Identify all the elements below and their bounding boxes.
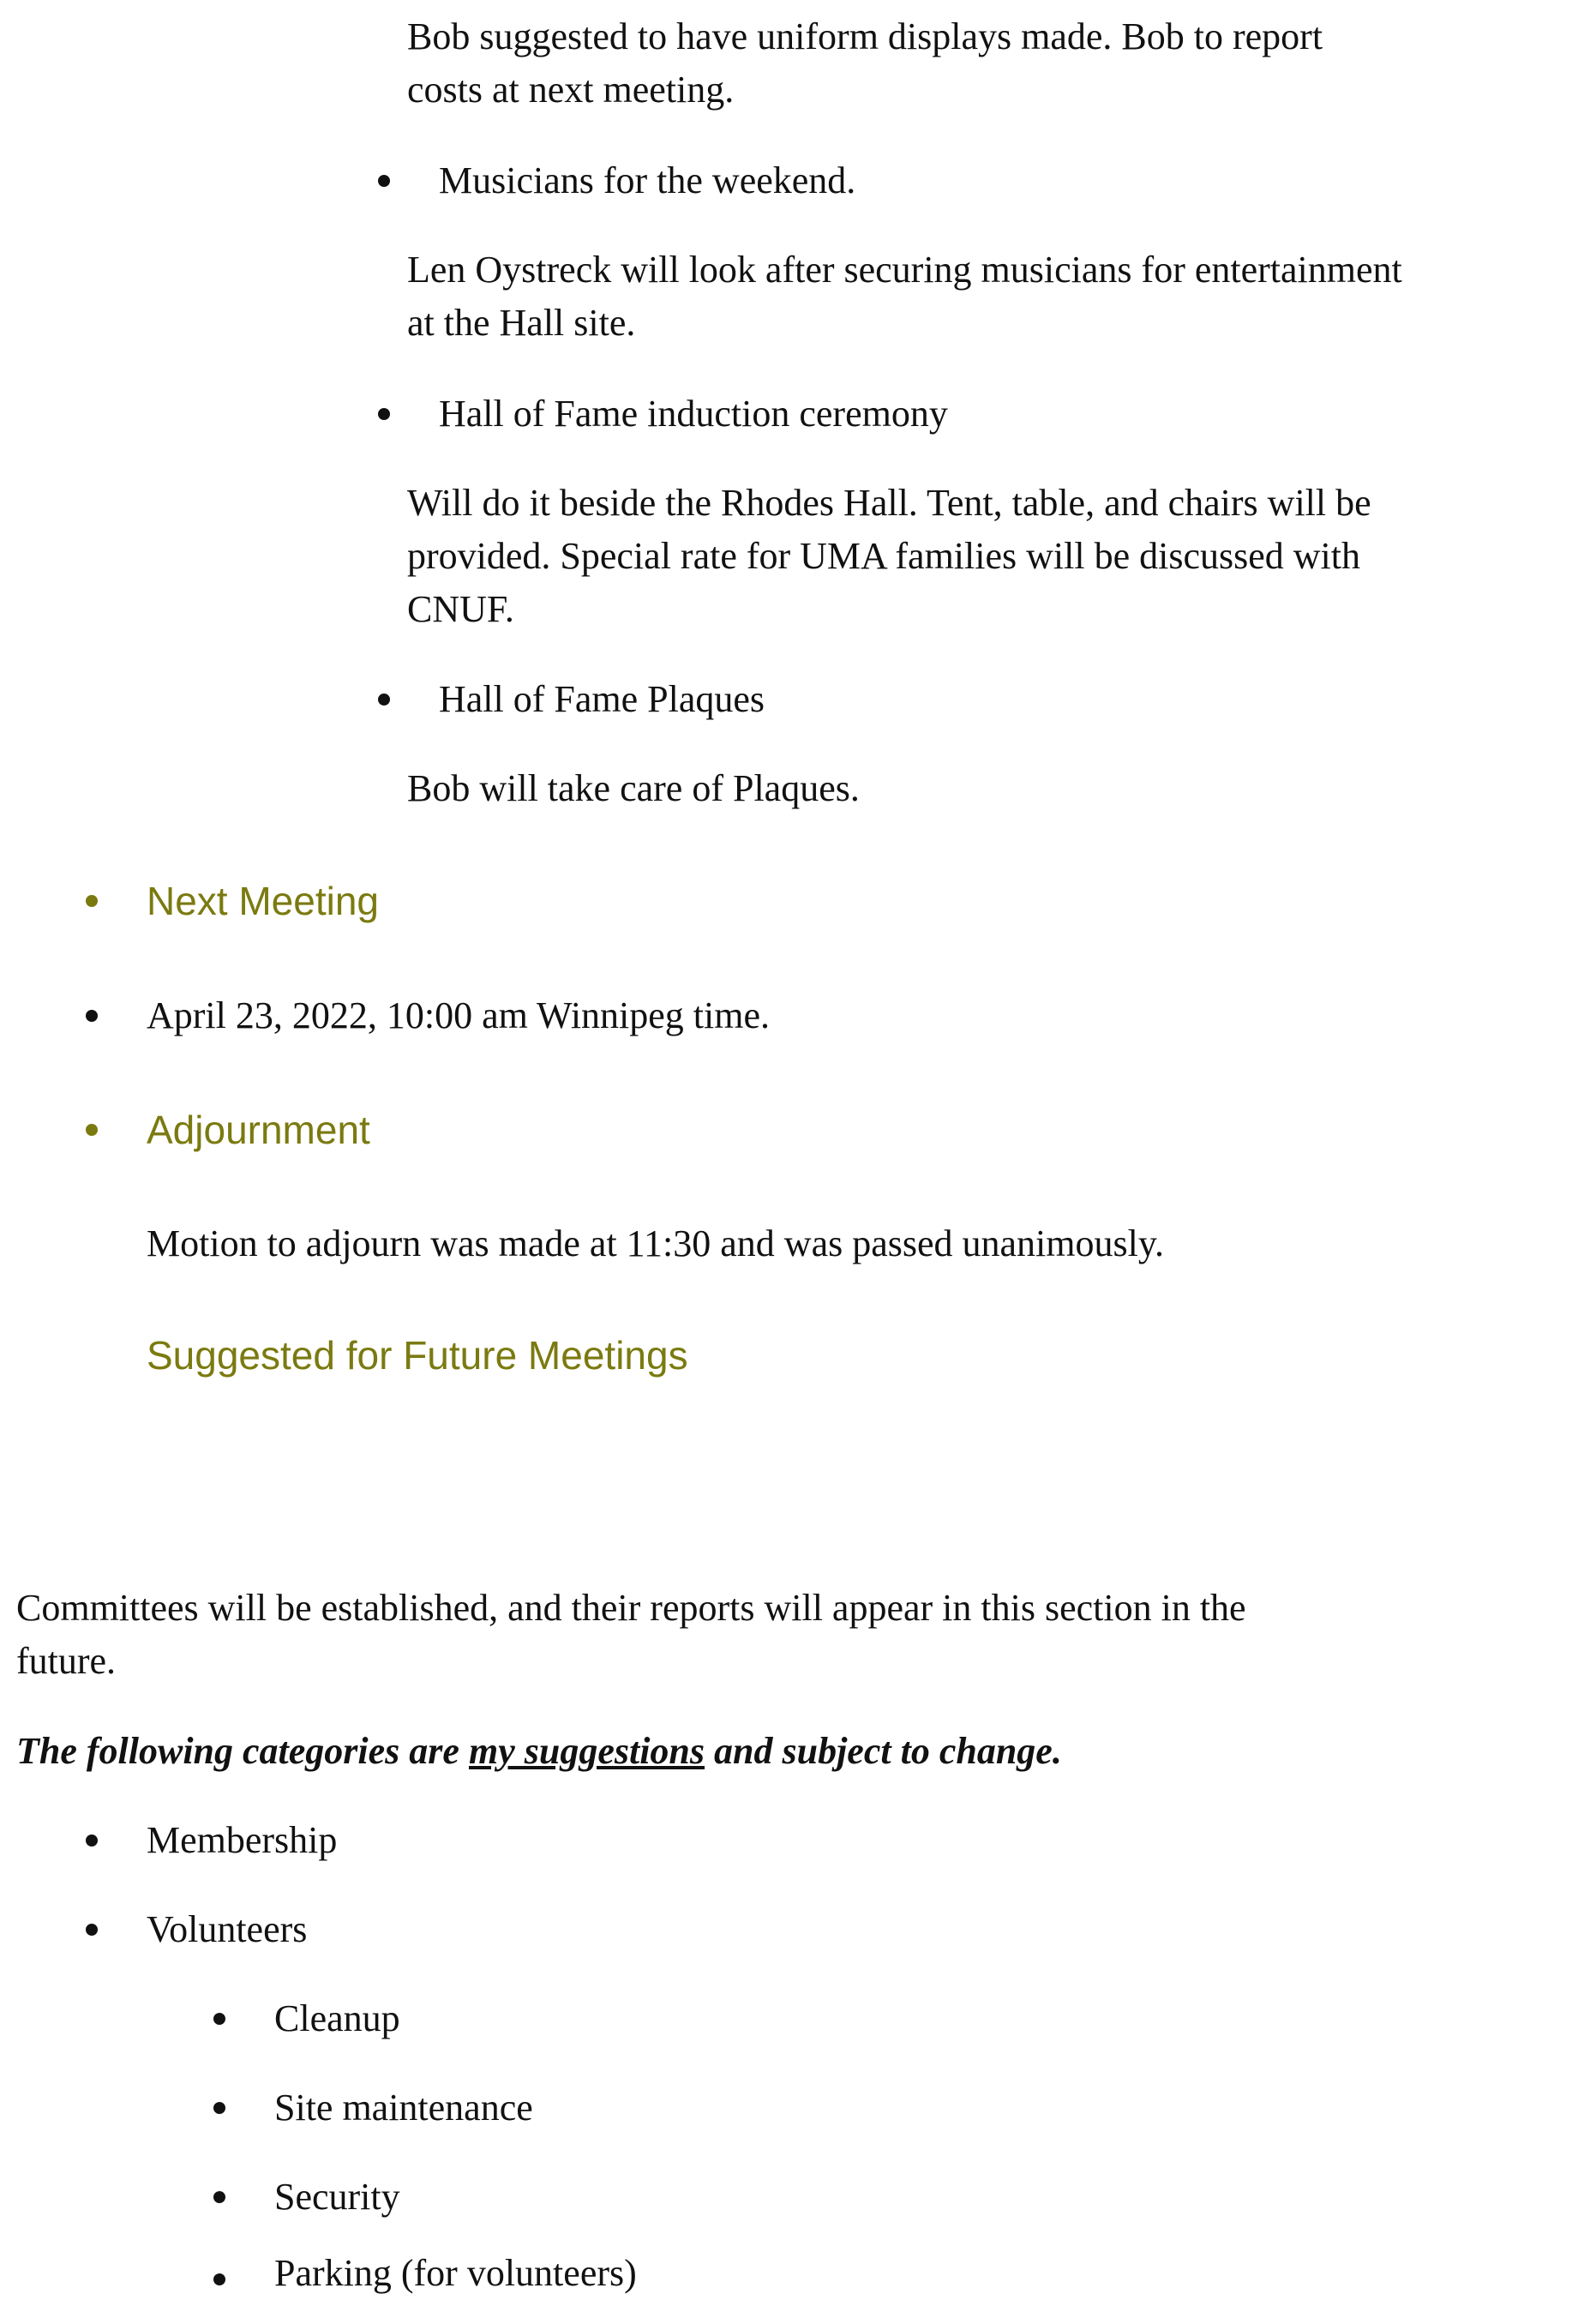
subitem-parking: Parking (for volunteers) xyxy=(274,2252,637,2294)
subitem-security: Security xyxy=(274,2176,400,2218)
category-membership: Membership xyxy=(147,1819,338,1861)
paragraph-musicians-line2: at the Hall site. xyxy=(407,302,636,344)
committees-line1: Committees will be established, and their reports will appear in this section in the xyxy=(16,1587,1246,1629)
bullet-site-maintenance xyxy=(213,2102,225,2114)
subitem-cleanup: Cleanup xyxy=(274,1997,400,2039)
bullet-membership xyxy=(86,1835,98,1847)
bullet-cleanup xyxy=(213,2013,225,2025)
heading-adjournment: Adjournment xyxy=(147,1108,370,1152)
next-meeting-date: April 23, 2022, 10:00 am Winnipeg time. xyxy=(147,994,771,1036)
categories-note xyxy=(16,1725,1062,1778)
list-item-musicians: Musicians for the weekend. xyxy=(439,159,856,201)
paragraph-induction-line3: CNUF. xyxy=(407,588,514,630)
paragraph-plaques: Bob will take care of Plaques. xyxy=(407,767,860,809)
committees-line2: future. xyxy=(16,1640,117,1682)
heading-future-meetings: Suggested for Future Meetings xyxy=(147,1333,688,1378)
bullet-induction xyxy=(378,408,390,420)
bullet-security xyxy=(213,2191,225,2203)
note-part-3: and subject to change. xyxy=(705,1730,1062,1772)
category-volunteers: Volunteers xyxy=(147,1908,308,1950)
list-item-induction-ceremony: Hall of Fame induction ceremony xyxy=(439,393,948,435)
note-part-underlined: my suggestions xyxy=(468,1730,705,1772)
paragraph-uniform-displays-line2: costs at next meeting. xyxy=(407,69,735,111)
paragraph-induction-line1: Will do it beside the Rhodes Hall. Tent, table, and chairs will be xyxy=(407,482,1371,524)
adjournment-text: Motion to adjourn was made at 11:30 and was passed unanimously. xyxy=(147,1222,1164,1264)
note-part-1: The following categories are xyxy=(16,1730,469,1772)
bullet-volunteers xyxy=(86,1924,98,1936)
bullet-next-meeting xyxy=(86,895,98,907)
bullet-parking xyxy=(213,2273,225,2285)
paragraph-induction-line2: provided. Special rate for UMA families will be discussed with xyxy=(407,535,1360,577)
bullet-meeting-date xyxy=(86,1010,98,1022)
heading-next-meeting: Next Meeting xyxy=(147,879,380,923)
paragraph-uniform-displays-line1: Bob suggested to have uniform displays made. Bob to report xyxy=(407,15,1323,57)
bullet-plaques xyxy=(378,694,390,706)
bullet-adjournment xyxy=(86,1124,98,1136)
bullet-musicians xyxy=(378,175,390,187)
list-item-plaques: Hall of Fame Plaques xyxy=(439,678,765,720)
subitem-site-maintenance: Site maintenance xyxy=(274,2087,533,2129)
paragraph-musicians-line1: Len Oystreck will look after securing musicians for entertainment xyxy=(407,249,1402,291)
